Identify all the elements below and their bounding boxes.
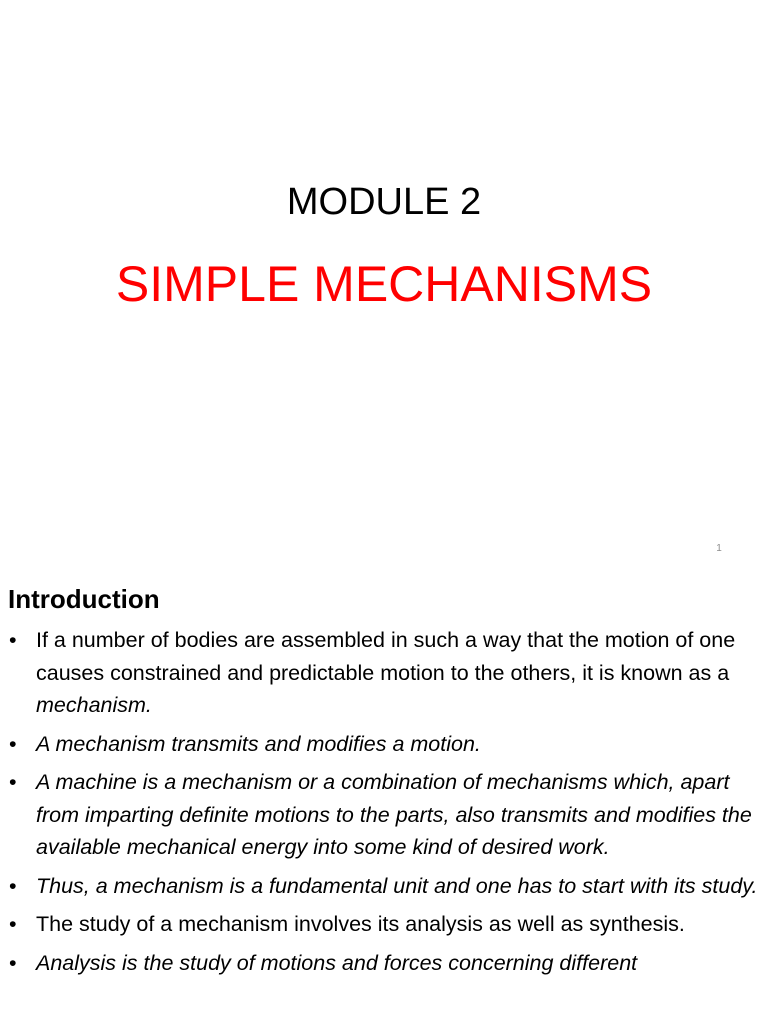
introduction-heading: Introduction (8, 584, 160, 614)
slide-number: 1 (716, 543, 722, 554)
bullet-emphasis: Thus, a mechanism is a fundamental unit and one has to start with its study. (36, 873, 758, 898)
bullet-emphasis: A mechanism transmits and modifies a motion. (36, 731, 481, 756)
bullet-icon: • (9, 873, 17, 898)
bullet-item (0, 947, 768, 980)
bullet-item (0, 870, 768, 903)
bullet-emphasis: A machine is a mechanism or a combination of mechanisms which, apart from imparting definite motions to the parts, also transmits and modifies the available mechanical energy into some kind of desired work. (36, 770, 752, 859)
main-title: SIMPLE MECHANISMS (115, 256, 653, 312)
bullet-item (0, 908, 768, 941)
bullet-emphasis: Analysis is the study of motions and forces concerning different (36, 950, 638, 975)
bullet-icon: • (9, 770, 17, 794)
bullet-item (0, 624, 768, 722)
bullet-emphasis: mechanism. (36, 693, 152, 717)
bullet-text: If a number of bodies are assembled in such a way that the motion of one causes constrained and predictable motion to the others, it is known as a (36, 628, 736, 685)
bullet-icon: • (9, 628, 17, 652)
bullet-item (0, 766, 768, 864)
module-title: MODULE 2 (286, 181, 482, 223)
bullet-list (0, 624, 768, 985)
bullet-icon: • (9, 950, 17, 975)
introduction-slide (0, 572, 768, 1024)
bullet-text: The study of a mechanism involves its analysis as well as synthesis. (36, 912, 685, 936)
bullet-item (0, 728, 768, 761)
bullet-icon: • (9, 731, 17, 756)
bullet-icon: • (9, 912, 17, 936)
